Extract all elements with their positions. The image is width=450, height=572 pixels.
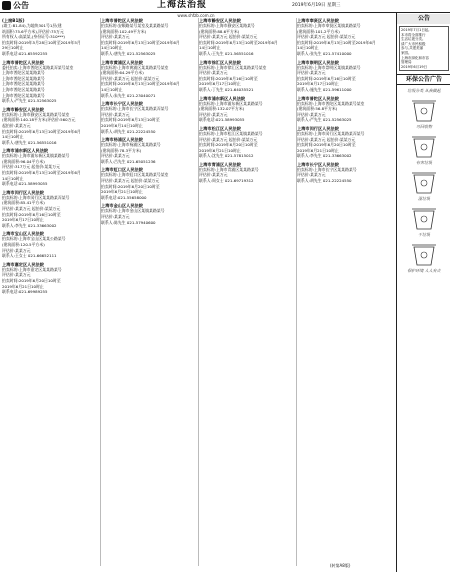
section-title: 公告	[13, 1, 29, 10]
sidebar-card-line: 家园。	[401, 50, 412, 55]
notice-line: 拍卖标的:上海市奉贤区某镇某路某号	[297, 23, 361, 28]
notice-line: 拍卖时间:2019年6月20日10时至	[199, 142, 258, 148]
notice-line: 拍卖标的:上海市浦东新区某镇某路某号	[2, 153, 70, 159]
notice-line: 2019年6月17日10时止	[199, 81, 241, 87]
notice-line: 联系人:王先生 021-56551016	[199, 50, 254, 56]
notice-line: 14日10时止	[199, 45, 221, 51]
notice-line: (建筑面积:102.49平方米)	[101, 28, 147, 34]
notice-line: 拍卖标的:上海市长宁区某某路某弄某号	[101, 106, 169, 112]
notice-line: 拍卖时间:2019年6月20日10时至	[101, 183, 160, 189]
notice-line: 评估价:某某万元	[199, 172, 228, 178]
notice-line: 联系人:丁先生 021-64035521	[199, 86, 254, 92]
notice-line: 2019年6月21日10时止	[199, 147, 241, 153]
notice-line: 评估价:某某万元 起拍价:某某万元	[101, 178, 160, 184]
notice-line: 拍卖标的:上海市徐汇区某某路某号某室	[199, 64, 267, 70]
sidebar-doodle	[400, 95, 448, 129]
notice-line: (建筑面积:140.18平方米)评估价:560万元	[2, 117, 76, 123]
notice-line: (建筑面积:64.29平方米)	[101, 70, 144, 76]
notice-line: 拍卖标的:上海市浦东新区某某路某号	[199, 100, 263, 106]
sidebar	[396, 12, 450, 572]
notice-line: 委托拍卖:上海市普陀区某路某弄某号某室	[2, 64, 74, 70]
sidebar-doodle	[400, 88, 448, 93]
sidebar-card-line: 生活垃圾分类。	[401, 37, 426, 42]
notice-line: 联系电话:021-58993055	[199, 117, 245, 123]
notice-line: 拍卖标的:上海市虹口区某某路某号某室	[101, 172, 169, 178]
notice-title: 上海市静安区人民法院	[199, 18, 241, 23]
masthead	[0, 0, 450, 13]
notice-line: 2019年6月17日10时止	[2, 217, 44, 223]
auction-notice	[2, 231, 95, 258]
doodle-caption: 可回收物	[416, 124, 432, 130]
notice-line: 评估价:某某万元	[2, 247, 31, 253]
notice-title: 上海市杨浦区人民法院	[101, 137, 143, 143]
notice-line: 评估价:某某万元 起拍价:某某万元	[297, 136, 356, 142]
site-url: www.shfzb.com.cn	[177, 13, 215, 18]
sidebar-doodle	[400, 131, 448, 165]
notice-line: 上海市普陀区某某路某号	[2, 75, 45, 81]
notice-line: 拍卖时间:2019年6月20日10时至	[297, 142, 356, 148]
notice-line: 筑面积:75.6平方米),评估价:75万元	[2, 28, 64, 34]
notice-line: (建筑面积:88.6平方米)	[199, 28, 240, 34]
notice-line: 拍卖时间:2019年6月13日10时至2019年6月	[101, 81, 180, 87]
auction-notice	[297, 60, 390, 93]
issue-date: 2019年6月19日 星期三	[292, 3, 341, 8]
auction-notice	[199, 162, 292, 184]
notice-line: 联系人:李先生 021-33663002	[297, 153, 352, 159]
notice-line: 上海市普陀区某某路某号	[2, 70, 45, 76]
notice-line: (建筑面积:56.8平方米)	[297, 106, 338, 112]
notice-line: 拍卖标的:安顺路某号某室及某某路某号	[101, 23, 169, 28]
sidebar-card-line: 2019年7月1日起,	[401, 28, 430, 32]
sidebar-illustrations	[397, 88, 450, 273]
auction-notice	[101, 60, 194, 99]
sidebar-card-line: 2019年6月19日	[401, 64, 428, 69]
auction-notice	[297, 96, 390, 123]
notice-title: 上海市虹口区人民法院	[101, 167, 143, 173]
notice-column	[2, 18, 95, 566]
notice-line: 评估价:某某万元	[297, 111, 326, 117]
notice-line: 拍卖时间:2019年6月16日10时至	[199, 75, 258, 81]
doodle-caption: 湿垃圾	[418, 196, 430, 202]
auction-notice	[2, 262, 95, 295]
notice-line: 评估价:某某万元 起拍价:某某万元	[199, 34, 258, 40]
notice-line: 2019年6月21日10时止	[2, 283, 44, 289]
notice-line: 评估价:某某万元	[297, 172, 326, 178]
doodle-caption: 保护环境 人人有责	[407, 268, 441, 274]
notice-line: 14日10时止	[101, 86, 123, 92]
notice-line: 2019年6月14日10时止	[101, 122, 143, 128]
notice-line: 联系电话:021-55658000	[101, 194, 147, 200]
notice-line: 上海市普陀区某某路某号	[2, 92, 45, 98]
sidebar-card-line: 管理局	[401, 60, 412, 65]
notice-line: (建筑面积:120.5平方米)	[2, 242, 45, 247]
sidebar-card-line: 上海市绿化和市容	[401, 55, 429, 60]
notice-line: 评估价:某某万元 起拍价:某某万元	[101, 75, 160, 81]
notice-line: 2019年6月21日10时止	[297, 147, 339, 153]
sidebar-doodle	[400, 239, 448, 273]
notice-line: (建筑面积:101.2平方米)	[297, 28, 340, 34]
notice-line: 14日10时止	[2, 134, 24, 140]
notice-line: 起拍价:某某万元	[2, 122, 31, 128]
auction-notice	[101, 18, 194, 57]
notice-title: 上海市长宁区人民法院	[101, 101, 143, 107]
notice-line: 拍卖时间:2019年6月13日10时至2019年6月	[199, 39, 278, 45]
notice-line: (建筑面积:132.07平方米)	[199, 106, 245, 112]
notice-line: 联系人:严先生 021-52563025	[297, 117, 352, 123]
notice-title: 上海市闵行区人民法院	[2, 189, 44, 195]
notice-line: 评估价:某某万元	[101, 111, 130, 117]
sidebar-header: 公告	[397, 14, 450, 24]
auction-notice	[297, 162, 390, 184]
notice-line: 拍卖时间:2019年6月13日10时至2019年6月	[2, 128, 81, 134]
notice-line: 拍卖标的:上海市静安区某路某号	[199, 23, 255, 28]
sidebar-card-line: 参与,共建美丽	[401, 46, 424, 51]
notice-line: 14日10时止	[2, 175, 24, 181]
auction-notice	[199, 18, 292, 57]
notice-line: 联系人:唐先生 021-56551016	[2, 139, 57, 145]
notice-line: 2019年6月21日10时止	[101, 189, 143, 195]
notice-line: 评估价:某某万元	[101, 34, 130, 40]
notice-line: 拍卖时间:2019年6月16日10时至	[297, 75, 356, 81]
notice-line: 联系人:吕先生 021-65051236	[101, 158, 156, 164]
trash-bin-icon	[404, 131, 444, 159]
notice-line: 拍卖时间:2019年6月13日10时至2019年6月	[2, 170, 81, 176]
notice-line: 拍卖标的:上海市宝山区某某公路某号	[2, 236, 66, 242]
notice-title: 上海市普陀区人民法院	[101, 18, 143, 23]
auction-notice	[101, 137, 194, 164]
notice-title: 上海市嘉定区人民法院	[2, 261, 44, 267]
notice-line: 拍卖时间:2019年6月16日10时至	[2, 211, 61, 217]
auction-notice	[2, 190, 95, 229]
notice-line: 所有权人:高某某,(身份证号:310***)	[2, 34, 65, 40]
notice-line: (建筑面积:78.3平方米)	[101, 147, 142, 153]
notice-line: 2019年6月17日10时止	[297, 81, 339, 87]
notice-line: 拍卖标的:上海市青浦区某某路某号	[199, 166, 259, 172]
notice-title: 上海市普陀区人民法院	[297, 95, 339, 101]
notice-line: 联系人:张先生 021-57410000	[297, 50, 352, 56]
notice-line: (建筑面积:96.04平方米)	[2, 158, 45, 164]
notice-line: 联系人:严先生 021-52563025	[2, 98, 57, 104]
notice-line: 拍卖标的:上海市金山区某镇某路某号	[101, 208, 165, 214]
notice-line: 联系电话:021-65592255	[2, 50, 48, 56]
auction-notice	[297, 126, 390, 159]
notice-line: 评估价:某某万元	[101, 153, 130, 159]
notice-title: 上海市崇明区人民法院	[297, 59, 339, 65]
notice-line: 联系电话:021-69989255	[2, 289, 48, 295]
trash-bin-icon	[404, 239, 444, 267]
notice-line: 29日10时止	[2, 45, 24, 51]
notice-line: 评估价:某某万元 起拍价:某某万元	[2, 206, 61, 212]
notice-line: 联系人:唐先生 021-52563025	[101, 50, 156, 56]
notice-line: 拍卖标的:上海市长宁区某某路某号	[297, 166, 357, 172]
doodle-caption: 干垃圾	[418, 232, 430, 238]
notice-title: 上海市浦东新区人民法院	[2, 148, 49, 154]
notice-title: 上海市金山区人民法院	[101, 203, 143, 209]
notice-line: 拍卖标的:上海市杨浦区某某路某号	[101, 142, 161, 148]
notice-title: 上海市浦东新区人民法院	[199, 95, 246, 101]
notice-title: 上海市奉贤区人民法院	[297, 18, 339, 23]
auction-notice	[101, 203, 194, 225]
auction-notice	[199, 96, 292, 123]
section-marker-icon	[2, 1, 11, 10]
sidebar-doodle	[400, 203, 448, 237]
notice-line: 拍卖时间:2019年6月13日10时至2019年6月	[101, 39, 180, 45]
notice-title: 上海市徐汇区人民法院	[199, 59, 241, 65]
notice-title: 上海市普陀区人民法院	[2, 59, 44, 65]
notice-line: 评估价:某某万元	[199, 111, 228, 117]
notice-line: (竣工:B1-84),为地块301号1层(建	[2, 23, 62, 28]
notice-line: 14日10时止	[101, 45, 123, 51]
notice-line: 拍卖时间:2019年5月28日10时至2019年5月	[2, 39, 81, 45]
notice-line: 拍卖时间:2019年6月13日10时至	[101, 117, 160, 123]
notice-line: 评估价:某某万元	[297, 70, 326, 76]
sidebar-ad-title: 环保公告广告	[397, 74, 450, 85]
notice-line: 联系人:施先生 021-59611000	[297, 86, 352, 92]
notice-line: 联系人:胡先生 021-22224550	[101, 128, 156, 134]
notice-title: 上海市宝山区人民法院	[2, 231, 44, 237]
notice-title: 上海市青浦区人民法院	[199, 161, 241, 167]
notice-line: 评估价:某某万元 起拍价:某某万元	[199, 136, 258, 142]
notice-line: 拍卖标的:上海市闵行区某某路某弄某号	[297, 130, 365, 136]
doodle-caption: 有害垃圾	[416, 160, 432, 166]
notice-line: 14日10时止	[297, 45, 319, 51]
auction-notice	[2, 18, 95, 57]
notice-line: 联系人:胡先生 021-22224550	[297, 178, 352, 184]
notice-line: 联系人:陈先生 021-57940600	[101, 219, 156, 225]
trash-bin-icon	[404, 95, 444, 123]
notice-title: 上海市长宁区人民法院	[297, 161, 339, 167]
notice-line: 拍卖时间:2019年6月20日10时至	[2, 277, 61, 283]
notice-column	[100, 18, 194, 566]
notice-line: 拍卖标的:上海市闵行区某某路某弄某号	[2, 194, 70, 200]
auction-notice	[199, 126, 292, 159]
sidebar-card-line: 本市将全面推行	[401, 32, 426, 37]
auction-notice	[297, 18, 390, 57]
notice-line: 拍卖标的:上海市嘉定区某某路某号	[2, 266, 62, 272]
notice-line: 联系人:李先生 021-33663002	[2, 222, 57, 228]
notice-line: 联系人:朱先生 021-23040071	[101, 92, 156, 98]
notice-title: 上海市闵行区人民法院	[297, 125, 339, 131]
continued-note: (转第A8版)	[330, 563, 351, 568]
doodle-caption: 垃圾分类 从我做起	[407, 88, 441, 94]
notice-line: 上海市普陀区某某路某号	[2, 86, 45, 92]
auction-notice	[2, 148, 95, 187]
notice-line: 联系人:王女士 021-66652111	[2, 253, 57, 259]
notice-line: 联系人:周女士 021-69719312	[199, 178, 254, 184]
notice-title: 上海市黄浦区人民法院	[101, 59, 143, 65]
notice-title: 上海市静安区人民法院	[2, 106, 44, 112]
notice-column	[198, 18, 292, 566]
notice-line: (建筑面积:85.41平方米)	[2, 200, 45, 206]
notice-line: 联系电话:021-58993055	[2, 181, 48, 187]
notice-column	[296, 18, 390, 566]
auction-notice	[2, 107, 95, 146]
auction-notice	[199, 60, 292, 93]
notice-line: 拍卖标的:上海市崇明区某镇某路某号	[297, 64, 361, 70]
sidebar-card-line: 请广大市民积极	[401, 41, 426, 46]
notice-title: (上接B1版)	[2, 18, 25, 23]
notice-line: 拍卖标的:上海市松江区某镇某路某号	[199, 130, 263, 136]
notice-title: 上海市松江区人民法院	[199, 125, 241, 131]
notice-line: 上海市普陀区某某路某号	[2, 81, 45, 87]
notice-line: 评估价:某某万元 起拍价:某某万元	[297, 34, 356, 40]
sidebar-doodle	[400, 167, 448, 201]
notice-line: 联系人:沈先生 021-57815012	[199, 153, 254, 159]
newspaper-logo: 上海法治报	[157, 0, 208, 10]
auction-notice	[101, 167, 194, 200]
notice-line: 评估价:某某万元	[199, 70, 228, 76]
notice-line: 评估价:317万元 起拍价:某某万元	[2, 164, 60, 170]
notice-line: 拍卖标的:上海市普陀区某某路某号某室	[297, 100, 365, 106]
auction-notice	[101, 101, 194, 134]
notice-line: 评估价:某某万元	[2, 272, 31, 278]
notice-line: 拍卖时间:2019年6月13日10时至2019年6月	[297, 39, 376, 45]
trash-bin-icon	[404, 203, 444, 231]
notice-line: 拍卖标的:上海市黄浦区某某路某号某室	[101, 64, 169, 70]
notice-line: 拍卖标的:上海市静安区某某路某号某室	[2, 111, 70, 117]
auction-notice	[2, 60, 95, 104]
trash-bin-icon	[404, 167, 444, 195]
sidebar-notice-card	[399, 26, 449, 71]
notice-line: 评估价:某某万元	[101, 214, 130, 220]
